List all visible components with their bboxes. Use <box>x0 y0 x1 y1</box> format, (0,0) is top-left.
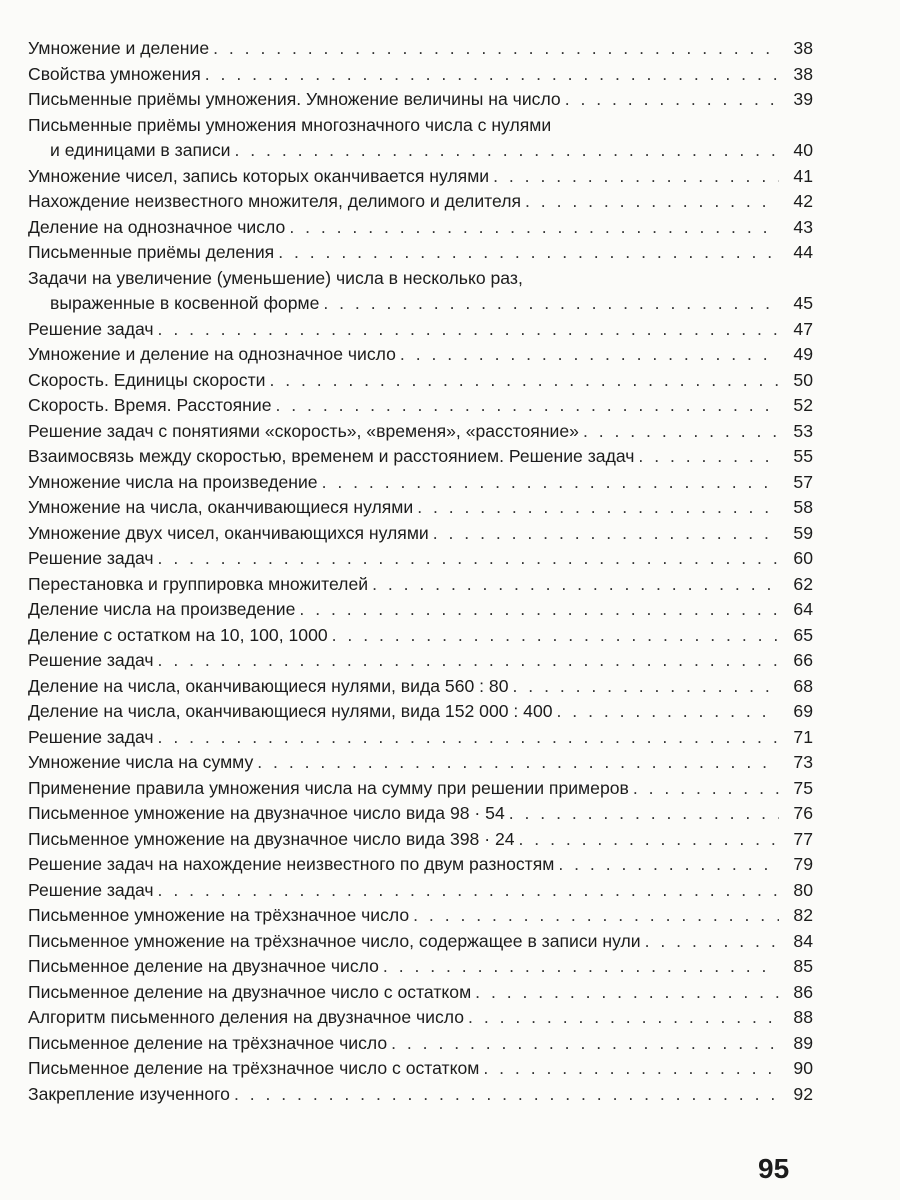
toc-entry-page: 68 <box>793 675 813 696</box>
toc-entry-page: 55 <box>793 446 813 466</box>
toc-entry <box>28 1031 813 1057</box>
toc-entry-title: Письменное деление на трёхзначное число <box>28 1032 388 1053</box>
toc-entry-page: 73 <box>793 752 813 772</box>
dot-leader <box>513 674 779 700</box>
toc-entry-page: 47 <box>793 318 813 339</box>
toc-entry-title: Перестановка и группировка множителей <box>28 573 369 594</box>
toc-entry <box>28 776 813 802</box>
dot-leader <box>235 138 780 164</box>
toc-entry <box>28 189 813 215</box>
toc-entry-page: 77 <box>793 828 813 849</box>
dot-leader <box>158 317 779 343</box>
toc-entry-title: Письменные приёмы деления <box>28 242 275 262</box>
toc-entry <box>28 954 813 980</box>
toc-entry <box>28 801 813 827</box>
toc-entry-title-continuation: выраженные в косвенной форме <box>50 293 320 313</box>
dot-leader <box>299 597 779 623</box>
toc-entry-title: Письменные приёмы умножения. Умножение величины на число <box>28 89 561 109</box>
toc-entry-page: 59 <box>793 522 813 543</box>
toc-entry-title: Письменные приёмы умножения многозначного числа с нулями <box>28 114 552 135</box>
toc-entry-title: Умножение числа на произведение <box>28 471 318 492</box>
dot-leader <box>525 189 779 215</box>
toc-entry-page: 71 <box>793 726 813 747</box>
toc-entry <box>28 827 813 853</box>
toc-entry-title: Умножение и деление на однозначное число <box>28 344 396 364</box>
toc-entry-title: Умножение на числа, оканчивающиеся нулями <box>28 497 414 517</box>
toc-entry-page: 57 <box>793 471 813 492</box>
toc-entry-title: Умножение и деление <box>28 38 210 58</box>
dot-leader <box>158 725 779 751</box>
toc-entry <box>28 470 813 496</box>
dot-leader <box>323 291 779 317</box>
dot-leader <box>468 1005 779 1031</box>
toc-entry-title: Применение правила умножения числа на сумму при решении примеров <box>28 777 629 798</box>
dot-leader <box>158 878 779 904</box>
dot-leader <box>372 572 779 598</box>
toc-entry-title-continuation: и единицами в записи <box>50 140 231 160</box>
toc-entry <box>28 113 813 164</box>
dot-leader <box>645 929 779 955</box>
toc-entry <box>28 980 813 1006</box>
toc-entry-page: 60 <box>793 548 813 568</box>
toc-entry-title: Задачи на увеличение (уменьшение) числа в несколько раз, <box>28 267 523 288</box>
dot-leader <box>638 444 779 470</box>
dot-leader <box>417 495 779 521</box>
toc-entry-page: 49 <box>793 344 813 364</box>
toc-entry <box>28 1005 813 1031</box>
dot-leader <box>433 521 779 547</box>
toc-entry-title: Деление числа на произведение <box>28 599 296 619</box>
toc-entry-title: Алгоритм письменного деления на двузначное число <box>28 1007 465 1027</box>
dot-leader <box>400 342 779 368</box>
toc-entry <box>28 1056 813 1082</box>
toc-entry-title: Письменное умножение на двузначное число вида 98 · 54 <box>28 803 505 823</box>
toc-entry <box>28 240 813 266</box>
dot-leader <box>391 1031 779 1057</box>
toc-entry <box>28 317 813 343</box>
toc-entry-title: Письменное умножение на двузначное число вида 398 · 24 <box>28 828 515 849</box>
toc-entry-page: 76 <box>793 803 813 823</box>
toc-entry <box>28 929 813 955</box>
toc-entry-title: Письменное умножение на трёхзначное число, содержащее в записи нули <box>28 930 641 951</box>
toc-entry-page: 88 <box>793 1007 813 1027</box>
toc-entry <box>28 750 813 776</box>
dot-leader <box>483 1056 779 1082</box>
toc-entry-title: Письменное деление на двузначное число с остатком <box>28 981 472 1002</box>
toc-entry-title: Умножение числа на сумму <box>28 752 254 772</box>
table-of-contents <box>28 36 813 1107</box>
dot-leader <box>234 1082 779 1108</box>
toc-entry <box>28 164 813 190</box>
dot-leader <box>289 215 779 241</box>
toc-entry-page: 75 <box>793 777 813 798</box>
toc-entry-page: 65 <box>793 624 813 645</box>
toc-entry-title: Умножение чисел, запись которых оканчивается нулями <box>28 165 490 186</box>
toc-entry-title: Деление с остатком на 10, 100, 1000 <box>28 624 328 645</box>
toc-entry <box>28 903 813 929</box>
toc-entry-page: 39 <box>793 89 813 109</box>
toc-entry <box>28 725 813 751</box>
toc-entry <box>28 419 813 445</box>
toc-entry-page: 69 <box>793 701 813 721</box>
toc-entry <box>28 87 813 113</box>
toc-entry <box>28 342 813 368</box>
toc-entry <box>28 521 813 547</box>
toc-entry <box>28 495 813 521</box>
dot-leader <box>158 546 779 572</box>
page-number: 95 <box>758 1153 790 1184</box>
toc-entry-page: 84 <box>793 930 813 951</box>
toc-entry-title: Решение задач <box>28 548 154 568</box>
toc-entry-title: Письменное деление на двузначное число <box>28 956 379 976</box>
toc-entry-page: 50 <box>793 369 813 390</box>
dot-leader <box>558 852 779 878</box>
dot-leader <box>213 36 779 62</box>
toc-entry-title: Решение задач <box>28 726 154 747</box>
toc-entry-page: 42 <box>793 191 813 211</box>
toc-entry <box>28 444 813 470</box>
toc-entry-page: 85 <box>793 956 813 976</box>
toc-entry-page: 52 <box>793 395 813 415</box>
toc-entry-page: 38 <box>793 38 813 58</box>
dot-leader <box>332 623 779 649</box>
toc-entry-title: Свойства умножения <box>28 63 201 84</box>
toc-entry-title: Деление на однозначное число <box>28 216 286 237</box>
toc-entry-title: Умножение двух чисел, оканчивающихся нулями <box>28 522 429 543</box>
dot-leader <box>519 827 779 853</box>
dot-leader <box>509 801 779 827</box>
toc-entry <box>28 572 813 598</box>
toc-entry-page: 66 <box>793 650 813 670</box>
dot-leader <box>269 368 779 394</box>
toc-entry-title: Решение задач с понятиями «скорость», «временя», «расстояние» <box>28 420 579 441</box>
toc-entry <box>28 623 813 649</box>
toc-entry-title: Решение задач <box>28 318 154 339</box>
dot-leader <box>475 980 779 1006</box>
toc-entry-title: Решение задач <box>28 650 154 670</box>
toc-entry <box>28 674 813 700</box>
toc-entry <box>28 699 813 725</box>
toc-entry-title: Деление на числа, оканчивающиеся нулями, вида 152 000 : 400 <box>28 701 553 721</box>
toc-entry-page: 89 <box>793 1032 813 1053</box>
toc-entry-page: 38 <box>793 63 813 84</box>
toc-entry-title: Взаимосвязь между скоростью, временем и расстоянием. Решение задач <box>28 446 635 466</box>
dot-leader <box>633 776 779 802</box>
toc-entry <box>28 215 813 241</box>
toc-entry-title: Решение задач <box>28 879 154 900</box>
toc-entry-page: 80 <box>793 879 813 900</box>
toc-entry-page: 58 <box>793 497 813 517</box>
toc-entry-page: 90 <box>793 1058 813 1078</box>
toc-entry <box>28 62 813 88</box>
toc-entry-title: Решение задач на нахождение неизвестного по двум разностям <box>28 854 555 874</box>
toc-entry-title: Письменное умножение на трёхзначное число <box>28 905 410 925</box>
toc-entry-page: 79 <box>793 854 813 874</box>
toc-entry-page: 41 <box>793 165 813 186</box>
toc-entry-page: 92 <box>793 1083 813 1104</box>
toc-entry-title: Скорость. Единицы скорости <box>28 369 266 390</box>
dot-leader <box>158 648 779 674</box>
dot-leader <box>383 954 779 980</box>
toc-entry <box>28 393 813 419</box>
toc-entry <box>28 546 813 572</box>
dot-leader <box>205 62 779 88</box>
dot-leader <box>322 470 779 496</box>
toc-entry-page: 64 <box>793 599 813 619</box>
toc-entry-title: Письменное деление на трёхзначное число с остатком <box>28 1058 480 1078</box>
toc-entry-title: Закрепление изученного <box>28 1083 230 1104</box>
toc-entry-page: 43 <box>793 216 813 237</box>
toc-entry-title: Нахождение неизвестного множителя, делимого и делителя <box>28 191 522 211</box>
toc-entry-page: 45 <box>793 293 813 313</box>
toc-entry-page: 82 <box>793 905 813 925</box>
dot-leader <box>413 903 779 929</box>
toc-entry <box>28 1082 813 1108</box>
toc-entry-page: 44 <box>793 242 813 262</box>
toc-entry <box>28 852 813 878</box>
toc-entry-title: Скорость. Время. Расстояние <box>28 395 272 415</box>
toc-entry <box>28 648 813 674</box>
toc-entry-page: 62 <box>793 573 813 594</box>
dot-leader <box>278 240 779 266</box>
toc-entry <box>28 266 813 317</box>
dot-leader <box>565 87 779 113</box>
dot-leader <box>276 393 780 419</box>
toc-entry-page: 86 <box>793 981 813 1002</box>
toc-entry-title: Деление на числа, оканчивающиеся нулями, вида 560 : 80 <box>28 675 509 696</box>
toc-entry <box>28 368 813 394</box>
dot-leader <box>583 419 779 445</box>
toc-entry <box>28 36 813 62</box>
toc-entry <box>28 878 813 904</box>
toc-entry <box>28 597 813 623</box>
dot-leader <box>257 750 779 776</box>
toc-entry-page: 53 <box>793 420 813 441</box>
toc-entry-page: 40 <box>793 140 813 160</box>
dot-leader <box>493 164 779 190</box>
dot-leader <box>557 699 779 725</box>
